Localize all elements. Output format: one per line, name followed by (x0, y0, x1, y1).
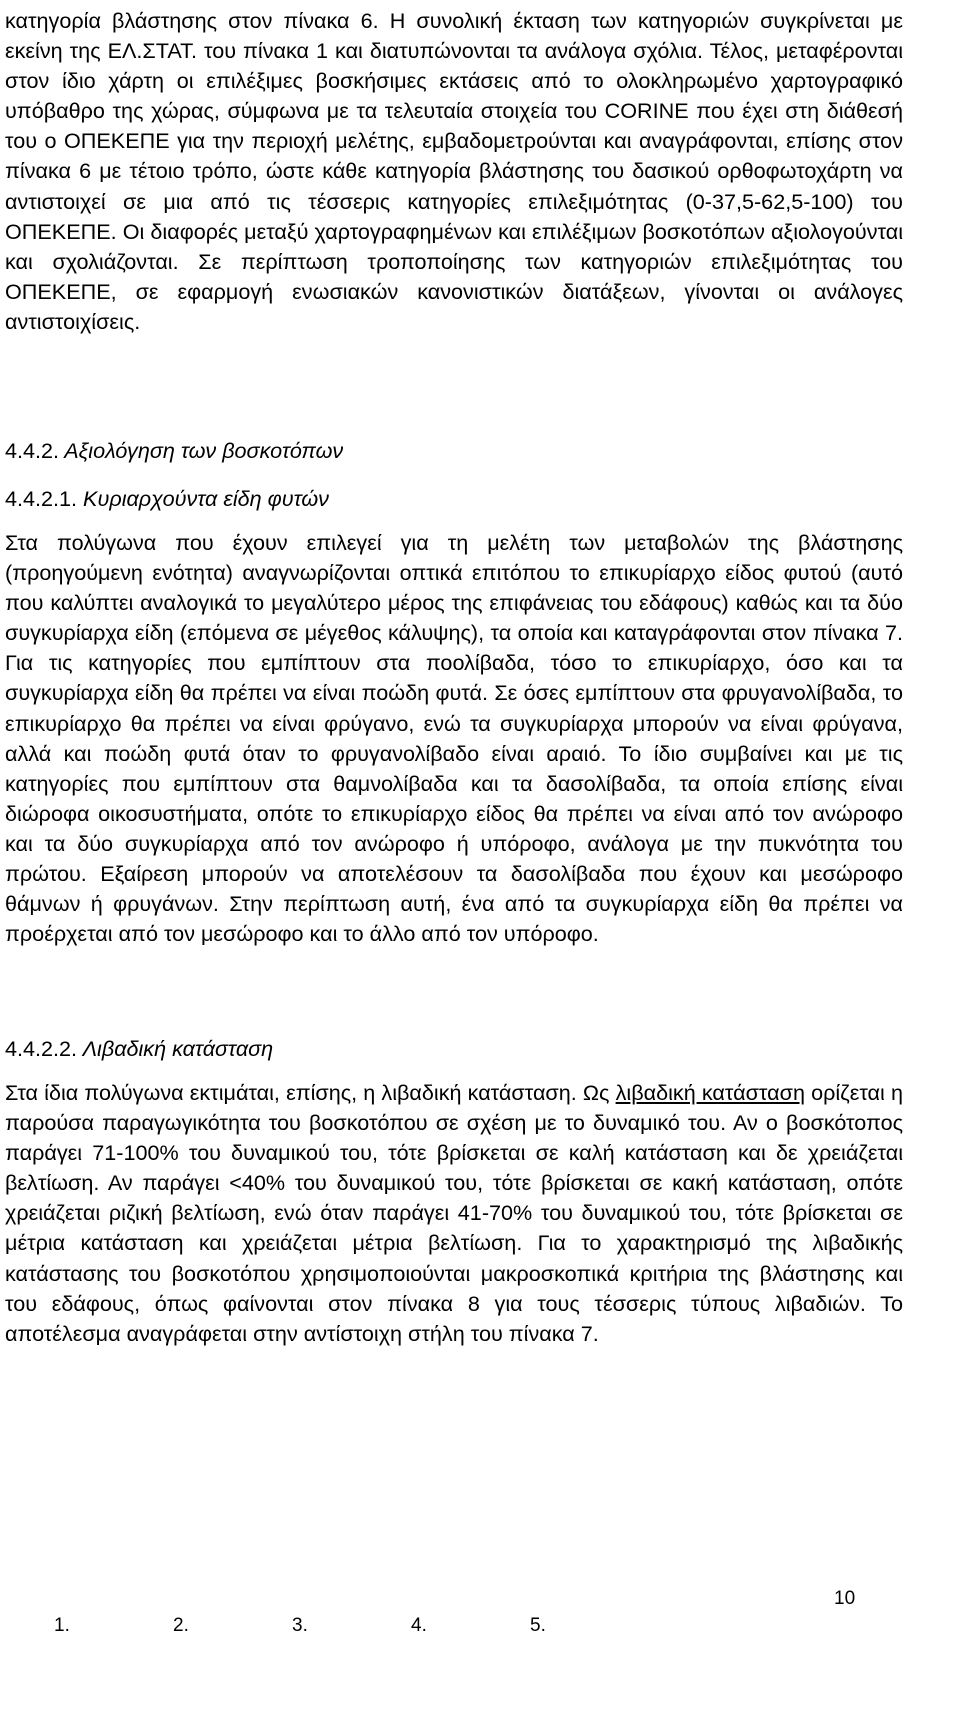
section-heading-4-4-2-1 (5, 484, 329, 514)
section-heading-4-4-2 (5, 436, 343, 466)
footer-numbered-list (54, 1615, 649, 1637)
section-title: Κυριαρχούντα είδη φυτών (83, 486, 329, 511)
section-heading-4-4-2-2 (5, 1034, 273, 1064)
footer-item: 4. (411, 1615, 427, 1636)
footer-item: 5. (530, 1615, 546, 1636)
footer-item: 3. (292, 1615, 308, 1636)
section-title: Λιβαδική κατάσταση (82, 1036, 274, 1061)
footer-item: 2. (173, 1615, 189, 1636)
rangeland-condition-paragraph (5, 1078, 903, 1349)
footer-item: 1. (54, 1615, 70, 1636)
underlined-term: λιβαδική κατάσταση (615, 1080, 805, 1105)
page-number: 10 (834, 1588, 856, 1609)
section-number: 4.4.2. (5, 438, 60, 463)
section-number: 4.4.2.2. (5, 1036, 78, 1061)
paragraph-text-rest: ορίζεται η παρούσα παραγωγικότητα του βοσκοτόπου σε σχέση με το δυναμικό του. Αν ο βοσκότοπος παράγει 71-100% του δυναμικού του, τότε βρίσκεται σε καλή κατάσταση και δε χρειάζεται βελτίωση. Αν παράγει <40% του δυναμικού του, τότε βρίσκεται σε κακή κατάσταση, οπότε χρειάζεται ριζική βελτίωση, ενώ όταν παράγει 41-70% του δυναμικού του, τότε βρίσκεται σε μέτρια κατάσταση και χρειάζεται μέτρια βελτίωση. Για το χαρακτηρισμό της λιβαδικής κατάστασης του βοσκοτόπου χρησιμοποιούνται μακροσκοπικά κριτήρια της βλάστησης και του εδάφους, όπως φαίνονται στον πίνακα 8 για τους τέσσερις τύπους λιβαδιών. Το αποτέλεσμα αναγράφεται στην αντίστοιχη στήλη του πίνακα 7. (5, 1080, 903, 1346)
section-title: Αξιολόγηση των βοσκοτόπων (64, 438, 344, 463)
paragraph-text-start: Στα ίδια πολύγωνα εκτιμάται, επίσης, η λιβαδική κατάσταση. Ως (5, 1080, 616, 1105)
intro-paragraph: κατηγορία βλάστησης στον πίνακα 6. Η συνολική έκταση των κατηγοριών συγκρίνεται με εκείνη της ΕΛ.ΣΤΑΤ. του πίνακα 1 και διατυπώνονται τα ανάλογα σχόλια. Τέλος, μεταφέρονται στον ίδιο χάρτη οι επιλέξιμες βοσκήσιμες εκτάσεις από το ολοκληρωμένο χαρτογραφικό υπόβαθρο της χώρας, σύμφωνα με τα τελευταία στοιχεία του CORINE που έχει στη διάθεσή του ο ΟΠΕΚΕΠΕ για την περιοχή μελέτης, εμβαδομετρούνται και αναγράφονται, επίσης στον πίνακα 6 με τέτοιο τρόπο, ώστε κάθε κατηγορία βλάστησης του δασικού ορθοφωτοχάρτη να αντιστοιχεί σε μια από τις τέσσερις κατηγορίες επιλεξιμότητας (0-37,5-62,5-100) του ΟΠΕΚΕΠΕ. Οι διαφορές μεταξύ χαρτογραφημένων και επιλέξιμων βοσκοτόπων αξιολογούνται και σχολιάζονται. Σε περίπτωση τροποποίησης των κατηγοριών επιλεξιμότητας του ΟΠΕΚΕΠΕ, σε εφαρμογή ενωσιακών κανονιστικών διατάξεων, γίνονται οι ανάλογες αντιστοιχίσεις. (5, 8, 903, 334)
section-number: 4.4.2.1. (5, 486, 78, 511)
dominant-species-paragraph: Στα πολύγωνα που έχουν επιλεγεί για τη μελέτη των μεταβολών της βλάστησης (προηγούμενη ενότητα) αναγνωρίζονται οπτικά επιτόπου το επικυρίαρχο είδος φυτού (αυτό που καλύπτει αναλογικά το μεγαλύτερο μέρος της επιφάνειας του εδάφους) καθώς και τα δύο συγκυρίαρχα είδη (επόμενα σε μέγεθος κάλυψης), τα οποία και καταγράφονται στον πίνακα 7. Για τις κατηγορίες που εμπίπτουν στα ποολίβαδα, τόσο το επικυρίαρχο, όσο και τα συγκυρίαρχα είδη θα πρέπει να είναι ποώδη φυτά. Σε όσες εμπίπτουν στα φρυγανολίβαδα, το επικυρίαρχο θα πρέπει να είναι φρύγανο, ενώ τα συγκυρίαρχα μπορούν να είναι φρύγανα, αλλά και ποώδη φυτά όταν το φρυγανολίβαδο είναι αραιό. Το ίδιο συμβαίνει και με τις κατηγορίες που εμπίπτουν στα θαμνολίβαδα και τα δασολίβαδα, τα οποία επίσης είναι διώροφα οικοσυστήματα, οπότε το επικυρίαρχο είδος θα πρέπει να είναι από τον ανώροφο και τα δύο συγκυρίαρχα από τον ανώροφο ή υπόροφο, ανάλογα με την πυκνότητα του πρώτου. Εξαίρεση μπορούν να αποτελέσουν τα δασολίβαδα που έχουν και μεσώροφο θάμνων ή φρυγάνων. Στην περίπτωση αυτή, ένα από τα συγκυρίαρχα είδη θα πρέπει να προέρχεται από τον μεσώροφο και το άλλο από τον υπόροφο. (5, 530, 903, 947)
